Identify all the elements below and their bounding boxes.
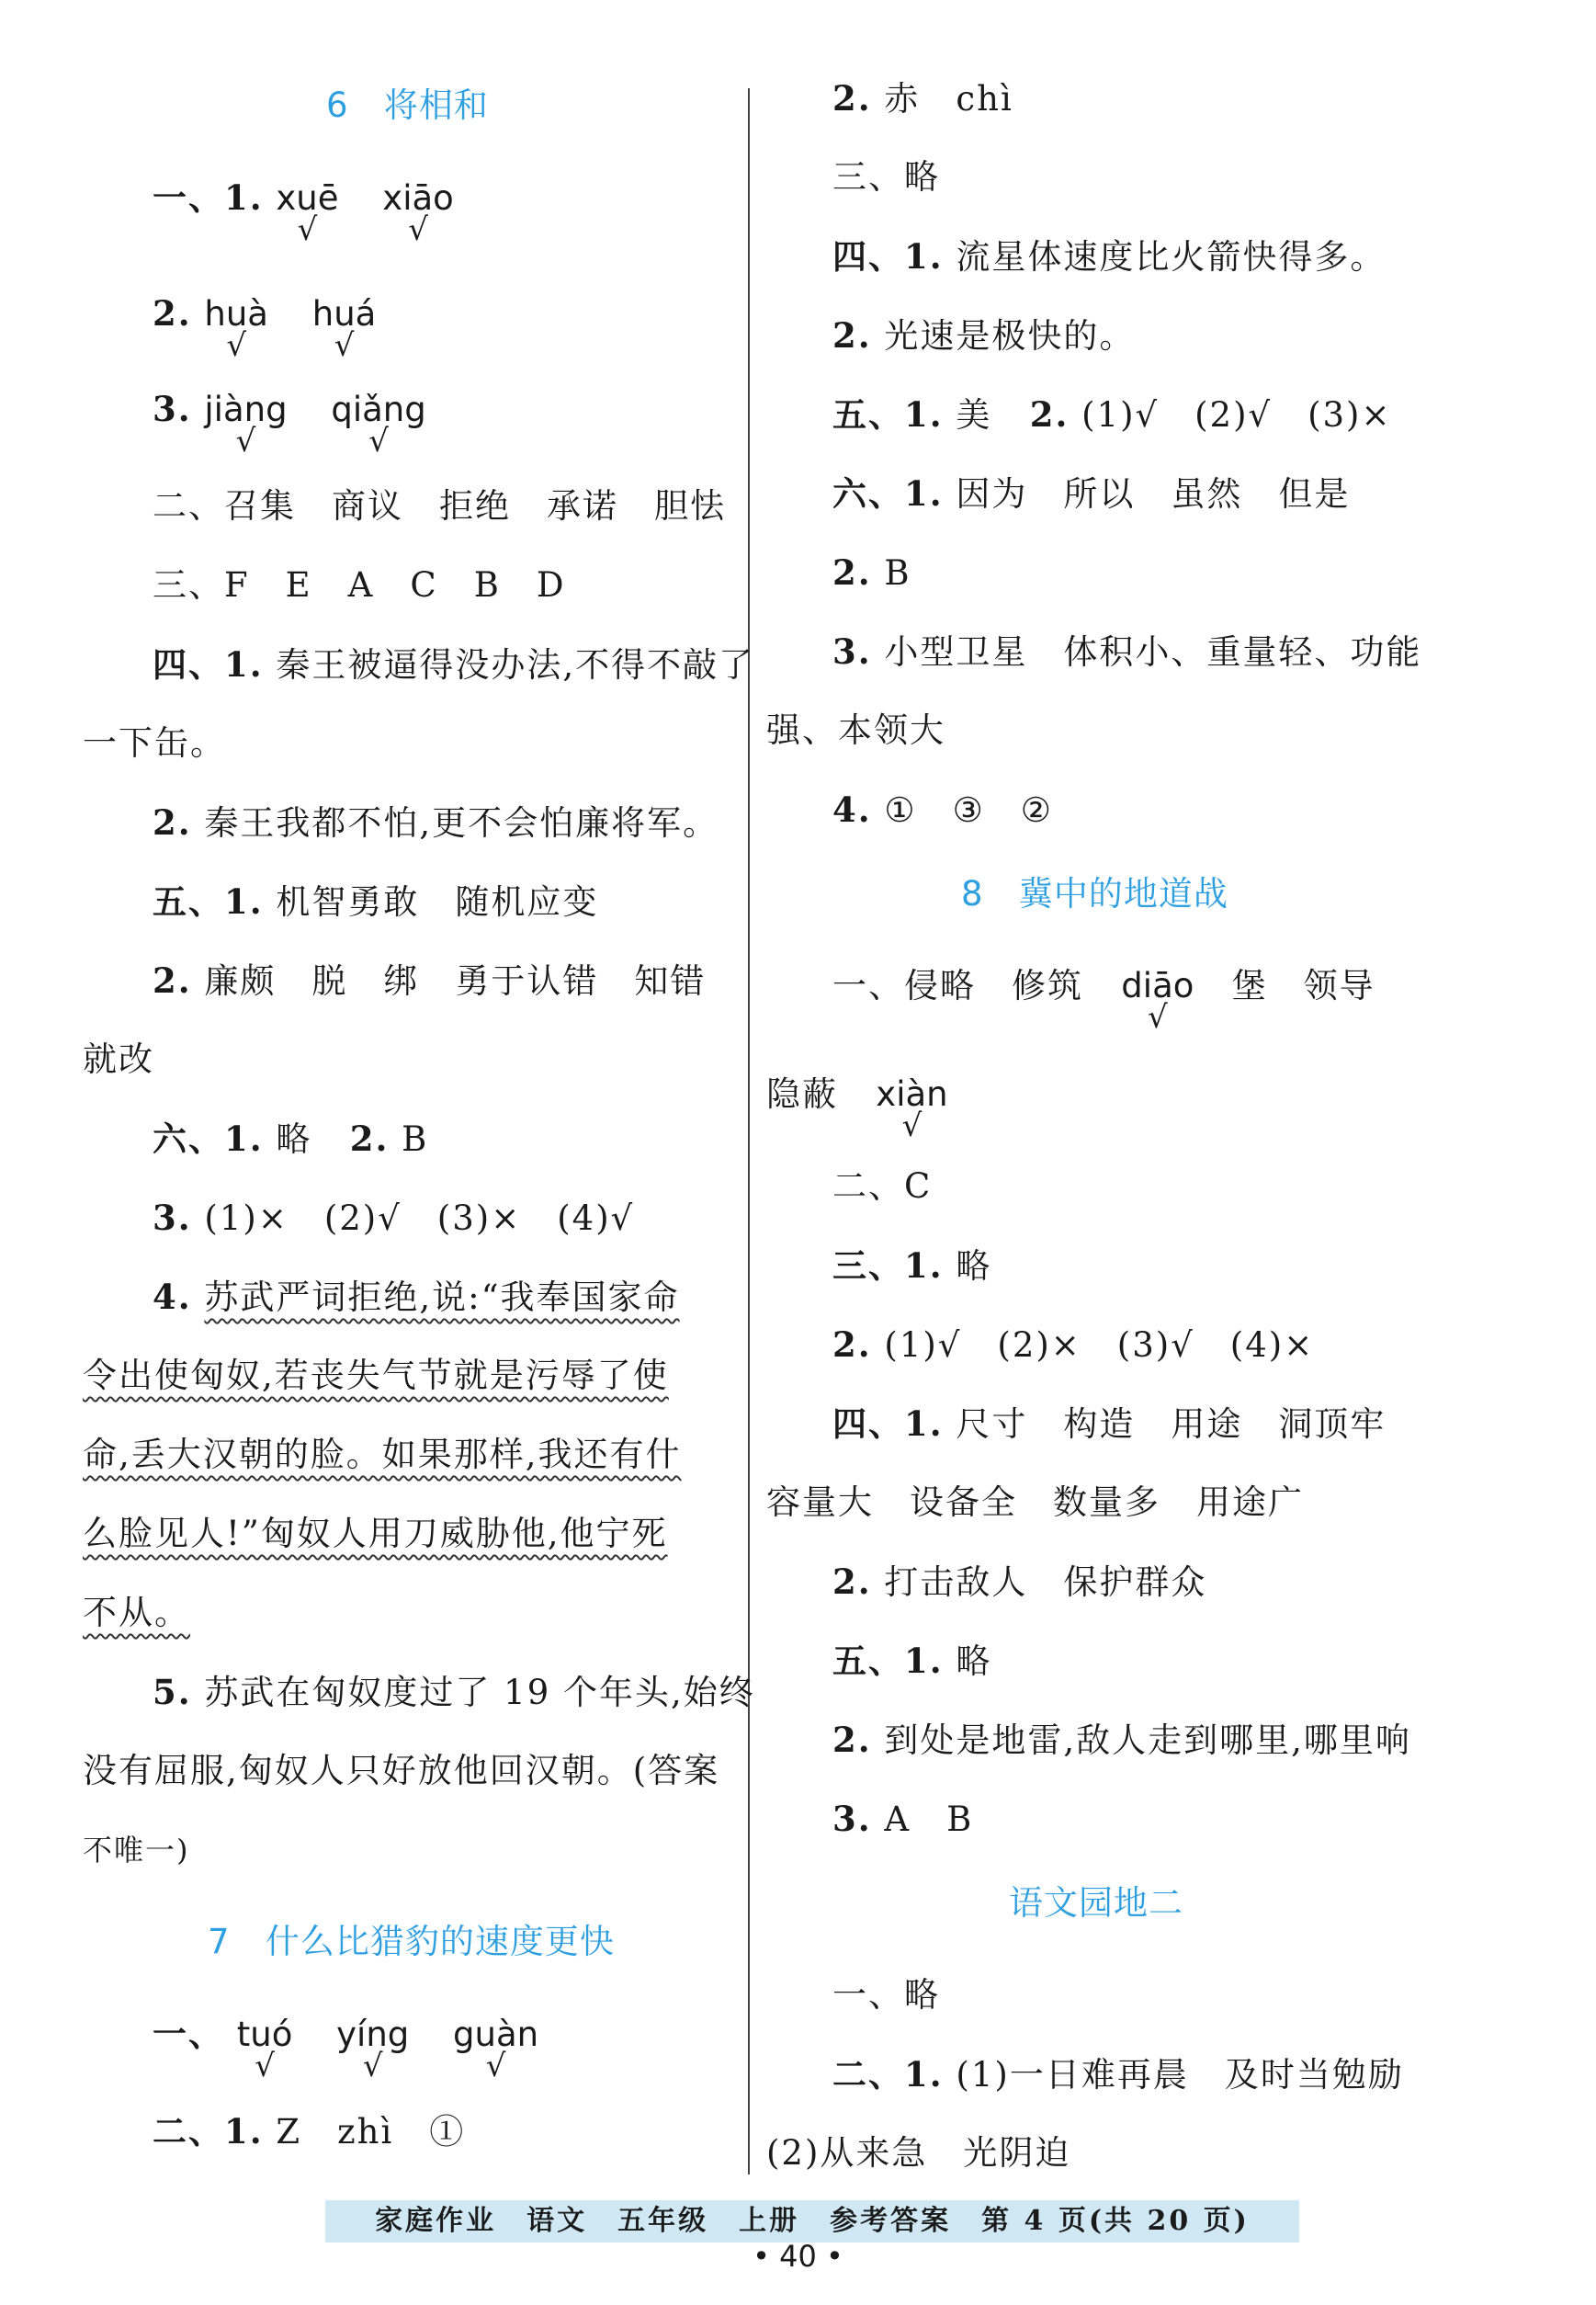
answer-line: 就改 xyxy=(83,1039,154,1079)
answer-line: 二、1. Z zhì ① xyxy=(153,2111,466,2152)
pinyin-answer: diāo √ xyxy=(1121,966,1194,1036)
answer-line: 二、C xyxy=(832,1166,933,1206)
answer-line: 四、1. 流星体速度比火箭快得多。 xyxy=(832,236,1387,277)
answer-line: 3. (1)× (2)√ (3)× (4)√ xyxy=(153,1198,635,1238)
answer-line: 2. 秦王我都不怕,更不会怕廉将军。 xyxy=(153,802,719,843)
question-number: 3. xyxy=(832,631,872,672)
lesson-name: 将相和 xyxy=(383,85,489,125)
question-number: 一、 xyxy=(153,2014,224,2054)
question-number: 2. xyxy=(832,1324,872,1365)
answer-line xyxy=(153,2013,539,2084)
answer-line: 2. B xyxy=(832,552,911,593)
question-number: 二、1. xyxy=(153,2111,264,2152)
pinyin-answer: huà √ xyxy=(204,294,268,364)
question-number: 2. xyxy=(1029,394,1070,435)
question-number: 一、1. xyxy=(153,177,264,218)
lesson-name: 冀中的地道战 xyxy=(1018,874,1228,914)
question-number: 六、1. xyxy=(153,1118,264,1159)
question-number: 2. xyxy=(832,78,872,119)
lesson-number: 8 xyxy=(961,874,984,914)
question-number: 2. xyxy=(153,960,192,1001)
check-mark-icon: √ xyxy=(255,2048,275,2084)
question-number: 3. xyxy=(153,389,192,429)
answer-line: 4. ① ③ ② xyxy=(832,789,1053,830)
question-number: 5. xyxy=(153,1672,192,1712)
lesson-name: 什么比猎豹的速度更快 xyxy=(265,1922,615,1961)
check-mark-icon: √ xyxy=(408,211,428,248)
answer-line: 一、侵略 修筑 diāo √ 堡 领导 xyxy=(832,966,1375,1036)
answer-line: 4. 苏武严词拒绝,说:“我奉国家命 xyxy=(153,1277,680,1317)
pinyin-answer: yíng √ xyxy=(336,2015,410,2084)
question-number: 六、1. xyxy=(832,473,944,514)
answer-line: 三、略 xyxy=(832,157,940,197)
column-divider xyxy=(748,88,750,2174)
answer-line: 令出使匈奴,若丧失气节就是污辱了使 xyxy=(83,1356,669,1395)
answer-line: 命,丢大汉朝的脸。如果那样,我还有什 xyxy=(83,1435,682,1474)
question-number: 4. xyxy=(832,789,872,830)
lesson-number: 6 xyxy=(326,85,349,125)
pinyin-answer: xiāo √ xyxy=(382,178,454,248)
answer-line: 一、略 xyxy=(832,1975,940,2015)
pinyin-answer: tuó √ xyxy=(236,2015,293,2084)
check-mark-icon: √ xyxy=(1147,999,1168,1036)
check-mark-icon: √ xyxy=(901,1107,923,1144)
answer-line: 三、1. 略 xyxy=(832,1245,992,1286)
answer-line: 2. 廉颇 脱 绑 勇于认错 知错 xyxy=(153,960,707,1001)
answer-line: 三、F E A C B D xyxy=(153,565,566,605)
lesson-6-title xyxy=(326,85,489,127)
question-number: 2. xyxy=(153,802,192,843)
question-number: 2. xyxy=(832,552,872,593)
pinyin-answer: guàn √ xyxy=(453,2015,539,2084)
answer-line: 2. 到处是地雷,敌人走到哪里,哪里响 xyxy=(832,1720,1411,1760)
answer-line: 容量大 设备全 数量多 用途广 xyxy=(766,1482,1304,1522)
answer-line: 2. 打击敌人 保护群众 xyxy=(832,1561,1207,1602)
question-number: 2. xyxy=(349,1118,390,1159)
lesson-7-title xyxy=(208,1921,615,1963)
question-number: 五、1. xyxy=(832,1641,944,1681)
lesson-8-title xyxy=(961,873,1228,915)
answer-line: 一下缶。 xyxy=(83,723,226,763)
pinyin-answer: xuē √ xyxy=(276,178,339,248)
check-mark-icon: √ xyxy=(297,211,318,248)
question-number: 3. xyxy=(153,1198,192,1238)
check-mark-icon: √ xyxy=(368,423,389,460)
answer-line: 3. 小型卫星 体积小、重量轻、功能 xyxy=(832,631,1422,672)
answer-line: 2. 光速是极快的。 xyxy=(832,315,1136,356)
answer-line: 五、1. 略 xyxy=(832,1641,992,1681)
question-number: 2. xyxy=(832,1561,872,1602)
answer-line: 五、1. 美 2. (1)√ (2)√ (3)× xyxy=(832,394,1392,435)
answer-line: 隐蔽 xiàn √ xyxy=(766,1074,948,1144)
page-number: • 40 • xyxy=(753,2239,843,2274)
question-number: 3. xyxy=(832,1799,872,1839)
answer-line: 二、1. (1)一日难再晨 及时当勉励 xyxy=(832,2054,1404,2095)
check-mark-icon: √ xyxy=(226,327,247,364)
check-mark-icon: √ xyxy=(235,423,256,460)
question-number: 二、1. xyxy=(832,2054,944,2095)
lesson-number: 7 xyxy=(208,1922,231,1961)
pinyin-answer: xiàn √ xyxy=(876,1074,948,1144)
pinyin-answer: qiǎng √ xyxy=(331,390,426,460)
check-mark-icon: √ xyxy=(334,327,355,364)
footer-text: 家庭作业 语文 五年级 上册 参考答案 第 4 页(共 20 页) xyxy=(375,2205,1250,2237)
question-number: 四、1. xyxy=(832,236,944,277)
question-number: 五、1. xyxy=(153,881,264,922)
answer-line: 不从。 xyxy=(83,1593,190,1632)
question-number: 四、1. xyxy=(832,1403,944,1444)
question-number: 2. xyxy=(832,315,872,356)
answer-line: 五、1. 机智勇敢 随机应变 xyxy=(153,881,599,922)
pinyin-answer: huá √ xyxy=(311,294,377,364)
answer-line: 二、召集 商议 拒绝 承诺 胆怯 xyxy=(153,486,726,526)
answer-line: 2. 赤 chì xyxy=(832,78,1013,119)
answer-line xyxy=(153,388,426,460)
answer-line: 四、1. 秦王被逼得没办法,不得不敲了 xyxy=(153,644,755,685)
check-mark-icon: √ xyxy=(485,2048,506,2084)
answer-line: 四、1. 尺寸 构造 用途 洞顶牢 xyxy=(832,1403,1387,1444)
answer-line: 5. 苏武在匈奴度过了 19 个年头,始终 xyxy=(153,1672,755,1712)
answer-line: 2. (1)√ (2)× (3)√ (4)× xyxy=(832,1324,1315,1365)
answer-line: 没有屈服,匈奴人只好放他回汉朝。(答案 xyxy=(83,1751,720,1790)
answer-line: 3. A B xyxy=(832,1799,974,1839)
question-number: 三、1. xyxy=(832,1245,944,1286)
check-mark-icon: √ xyxy=(362,2048,383,2084)
answer-line: 么脸见人!”匈奴人用刀威胁他,他宁死 xyxy=(83,1514,668,1553)
pinyin-answer: jiàng √ xyxy=(204,390,288,460)
answer-line: (2)从来急 光阴迫 xyxy=(766,2133,1071,2173)
answer-line xyxy=(153,176,454,248)
question-number: 五、1. xyxy=(832,394,944,435)
answer-line: 六、1. 因为 所以 虽然 但是 xyxy=(832,473,1351,514)
answer-line xyxy=(153,292,377,364)
question-number: 2. xyxy=(832,1720,872,1760)
answer-line: 强、本领大 xyxy=(766,710,945,750)
answer-line: 六、1. 略 2. B xyxy=(153,1118,429,1159)
section-title: 语文园地二 xyxy=(1009,1883,1183,1923)
question-number: 四、1. xyxy=(153,644,264,685)
question-number: 4. xyxy=(153,1277,192,1317)
question-number: 2. xyxy=(153,293,192,334)
answer-line: 不唯一) xyxy=(83,1833,190,1868)
